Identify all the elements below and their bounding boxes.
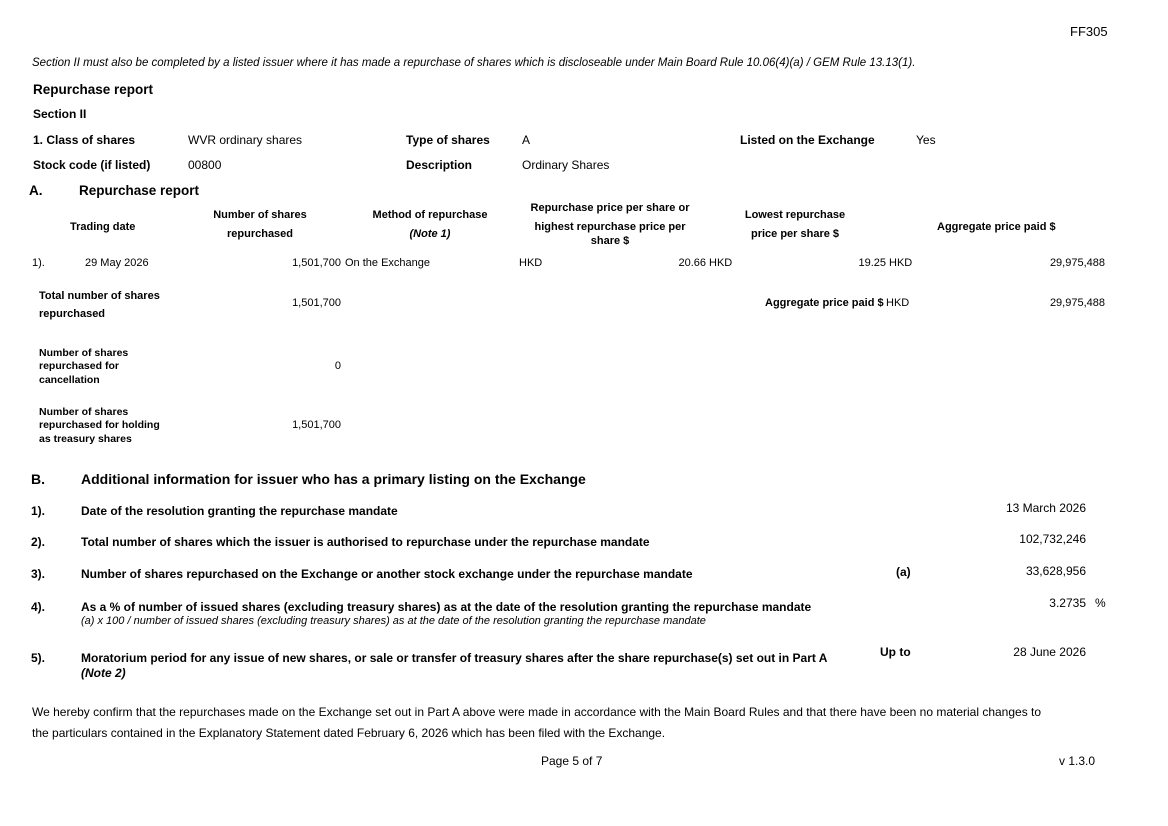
header-highest-line2: highest repurchase price per xyxy=(534,221,686,233)
item-index: 3). xyxy=(31,567,46,581)
part-a-title: Repurchase report xyxy=(79,183,200,198)
total-value: 1,501,700 xyxy=(292,297,341,309)
item-sub: (a) x 100 / number of issued shares (excluding treasury shares) as at the date of the resolution granting the repurchase mandate xyxy=(81,615,706,627)
row-lowest-price: 19.25 xyxy=(858,257,886,269)
header-lowest-line2: price per share $ xyxy=(750,228,840,240)
header-trading-date: Trading date xyxy=(70,221,136,233)
description-value: Ordinary Shares xyxy=(522,158,610,172)
treasury-label-line2: repurchased for holding xyxy=(39,419,160,431)
item-value: 102,732,246 xyxy=(1019,532,1086,546)
total-label-line2: repurchased xyxy=(39,308,106,320)
listed-on-exchange-value: Yes xyxy=(916,133,936,147)
aggregate-total-label: Aggregate price paid $ xyxy=(765,297,884,309)
report-title: Repurchase report xyxy=(33,82,154,97)
page-number: Page 5 of 7 xyxy=(541,754,603,768)
header-method-line2: (Note 1) xyxy=(409,228,451,240)
item-index: 4). xyxy=(31,600,46,614)
confirmation-line1: We hereby confirm that the repurchases made on the Exchange set out in Part A above were made in accordance with the Main Board Rules and that there have been no material changes to xyxy=(32,705,1042,719)
header-method-line1: Method of repurchase xyxy=(372,209,488,221)
header-number-line2: repurchased xyxy=(226,228,294,240)
item-value: 33,628,956 xyxy=(1025,564,1086,578)
cancellation-label-line1: Number of shares xyxy=(39,347,129,359)
section-label: Section II xyxy=(33,107,87,121)
listed-on-exchange-label: Listed on the Exchange xyxy=(740,133,875,147)
item-index: 1). xyxy=(31,504,46,518)
item-label: Date of the resolution granting the repurchase mandate xyxy=(81,504,398,518)
stock-code-value: 00800 xyxy=(188,158,222,172)
item-label: Total number of shares which the issuer is authorised to repurchase under the repurchase mandate xyxy=(81,535,650,549)
item-value: 3.2735 xyxy=(1049,596,1086,610)
row-highest-currency: HKD xyxy=(709,257,733,269)
item-sub: (Note 2) xyxy=(81,666,126,680)
header-highest-line3: share $ xyxy=(590,235,630,247)
part-a-letter: A. xyxy=(29,183,43,198)
aggregate-total-currency: HKD xyxy=(886,297,910,309)
row-highest-price: 20.66 xyxy=(678,257,706,269)
confirmation-line2: the particulars contained in the Explanatory Statement dated February 6, 2026 which has been filed with the Exchange. xyxy=(32,726,666,740)
cancellation-label-line3: cancellation xyxy=(39,374,100,386)
part-b-title: Additional information for issuer who has a primary listing on the Exchange xyxy=(81,471,586,487)
total-label-line1: Total number of shares xyxy=(39,290,160,302)
item-label: Number of shares repurchased on the Exchange or another stock exchange under the repurchase mandate xyxy=(81,567,693,581)
version: v 1.3.0 xyxy=(1059,754,1096,768)
part-b-letter: B. xyxy=(31,471,45,487)
row-currency: HKD xyxy=(519,257,543,269)
type-of-shares-value: A xyxy=(522,133,531,147)
row-number-repurchased: 1,501,700 xyxy=(292,257,341,269)
treasury-value: 1,501,700 xyxy=(292,419,341,431)
item-index: 2). xyxy=(31,535,46,549)
class-of-shares-label: 1. Class of shares xyxy=(33,133,136,147)
row-trading-date: 29 May 2026 xyxy=(85,257,149,269)
header-number-line1: Number of shares xyxy=(213,209,307,221)
row-method: On the Exchange xyxy=(345,257,431,269)
item-tag: Up to xyxy=(880,645,911,659)
intro-note: Section II must also be completed by a listed issuer where it has made a repurchase of shares which is discloseable under Main Board Rule 10.06(4)(a) / GEM Rule 13.13(1). xyxy=(32,57,916,69)
item-value: 28 June 2026 xyxy=(1013,645,1086,659)
header-highest-line1: Repurchase price per share or xyxy=(530,202,690,214)
description-label: Description xyxy=(406,158,473,172)
item-unit: % xyxy=(1095,596,1106,610)
stock-code-label: Stock code (if listed) xyxy=(33,158,151,172)
cancellation-label-line2: repurchased for xyxy=(39,360,119,372)
row-index: 1). xyxy=(32,257,45,269)
class-of-shares-value: WVR ordinary shares xyxy=(188,133,303,147)
cancellation-value: 0 xyxy=(334,360,341,372)
item-index: 5). xyxy=(31,651,46,665)
treasury-label-line1: Number of shares xyxy=(39,406,129,418)
row-lowest-currency: HKD xyxy=(889,257,913,269)
item-value: 13 March 2026 xyxy=(1005,501,1086,515)
header-aggregate: Aggregate price paid $ xyxy=(937,221,1056,233)
row-aggregate: 29,975,488 xyxy=(1049,257,1105,269)
form-code: FF305 xyxy=(1070,24,1108,39)
type-of-shares-label: Type of shares xyxy=(406,133,490,147)
header-lowest-line1: Lowest repurchase xyxy=(744,209,846,221)
treasury-label-line3: as treasury shares xyxy=(39,433,132,445)
item-label: Moratorium period for any issue of new shares, or sale or transfer of treasury shares after the share repurchase(s) set out in Part A xyxy=(81,651,828,665)
aggregate-total-value: 29,975,488 xyxy=(1049,297,1105,309)
item-tag: (a) xyxy=(896,565,911,579)
item-label: As a % of number of issued shares (excluding treasury shares) as at the date of the resolution granting the repurchase mandate xyxy=(81,600,812,614)
